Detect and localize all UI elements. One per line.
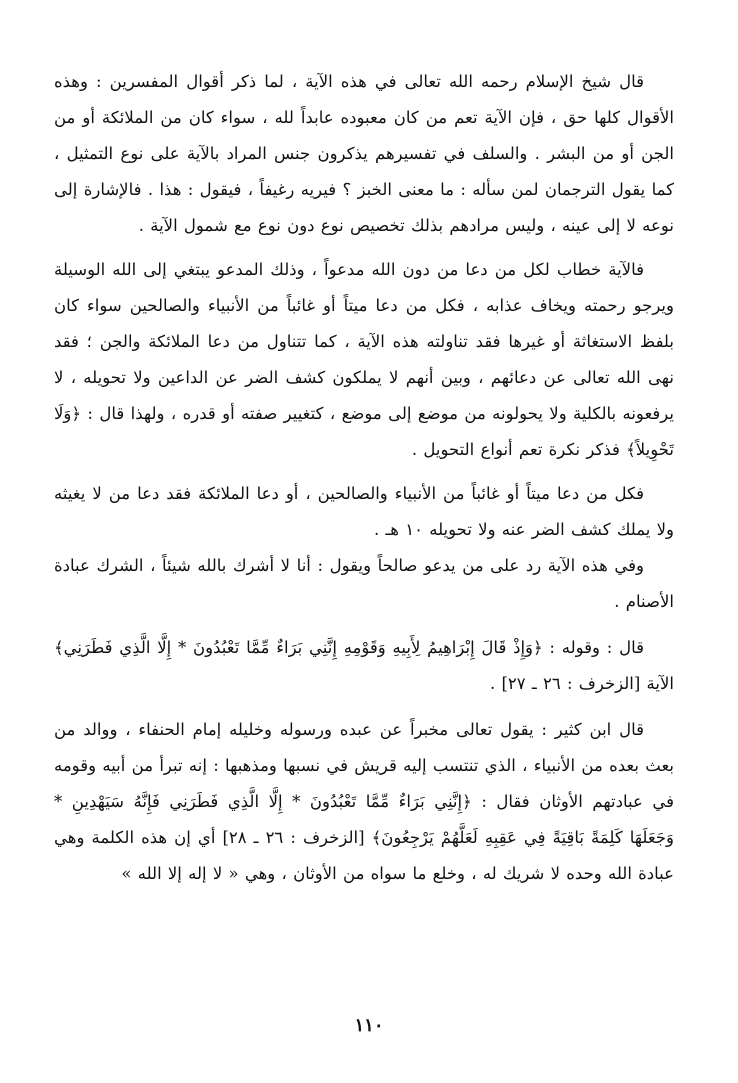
page-number: ١١٠ [354,1015,384,1036]
paragraph-ibn-taymiyyah-commentary: قال شيخ الإسلام رحمه الله تعالى في هذه الآية ، لما ذكر أقوال المفسرين : وهذه الأقوال كلها حق ، فإن الآية تعم من كان معبوده عابداً لله ، سواء كان من الملائكة أو من الجن أو من البشر . والسلف في تفسيرهم يذكرون جنس المراد بالآية على نوع التمثيل ، كما يقول الترجمان لمن سأله : ما معنى الخبز ؟ فيريه رغيفاً ، فيقول : هذا . فالإشارة إلى نوعه لا إلى عينه ، وليس مرادهم بذلك تخصيص نوع دون نوع مع شمول الآية . [54,72,674,235]
paragraph-verse-address: فالآية خطاب لكل من دعا من دون الله مدعواً ، وذلك المدعو يبتغي إلى الله الوسيلة ويرجو رحمته ويخاف عذابه ، فكل من دعا ميتاً أو غائباً من الأنبياء والصالحين سواء كان بلفظ الاستغاثة أو غيرها فقد تناولته هذه الآية ، كما تتناول من دعا الملائكة والجن ؛ فقد نهى الله تعالى عن دعائهم ، وبين أنهم لا يملكون كشف الضر عن الداعين ولا تحويله ، لا يرفعونه بالكلية ولا يحولونه من موضع إلى موضع ، كتغيير صفته أو قدره ، ولهذا قال : ﴿وَلَا تَحْوِيلاً﴾ فذكر نكرة تعم أنواع التحويل . [54,260,674,459]
paragraph-calling-dead: فكل من دعا ميتاً أو غائباً من الأنبياء والصالحين ، أو دعا الملائكة فقد دعا من لا يغيثه ولا يملك كشف الضر عنه ولا تحويله ١٠ هـ . [54,484,674,539]
paragraph-ibrahim-verse: قال : وقوله : ﴿وَإِذْ قَالَ إِبْرَاهِيمُ لِأَبِيهِ وَقَوْمِهِ إِنَّنِي بَرَاءٌ مِّمَّا تَعْبُدُونَ * إِلَّا الَّذِي فَطَرَنِي﴾ الآية [الزخرف : ٢٦ ـ ٢٧] . [54,638,674,693]
paragraph-ibn-kathir: قال ابن كثير : يقول تعالى مخبراً عن عبده ورسوله وخليله إمام الحنفاء ، ووالد من بعث بعده من الأنبياء ، الذي تنتسب إليه قريش في نسبها ومذهبها : إنه تبرأ من أبيه وقومه في عبادتهم الأوثان فقال : ﴿إِنَّنِي بَرَاءٌ مِّمَّا تَعْبُدُونَ * إِلَّا الَّذِي فَطَرَنِي فَإِنَّهُ سَيَهْدِينِ * وَجَعَلَهَا كَلِمَةً بَاقِيَةً فِي عَقِبِهِ لَعَلَّهُمْ يَرْجِعُونَ﴾ [الزخرف : ٢٦ ـ ٢٨] أي إن هذه الكلمة وهي عبادة الله وحده لا شريك له ، وخلع ما سواه من الأوثان ، وهي « لا إله إلا الله » [54,720,674,883]
paragraph-refutation: وفي هذه الآية رد على من يدعو صالحاً ويقول : أنا لا أشرك بالله شيئاً ، الشرك عبادة الأصنام . [54,556,674,611]
